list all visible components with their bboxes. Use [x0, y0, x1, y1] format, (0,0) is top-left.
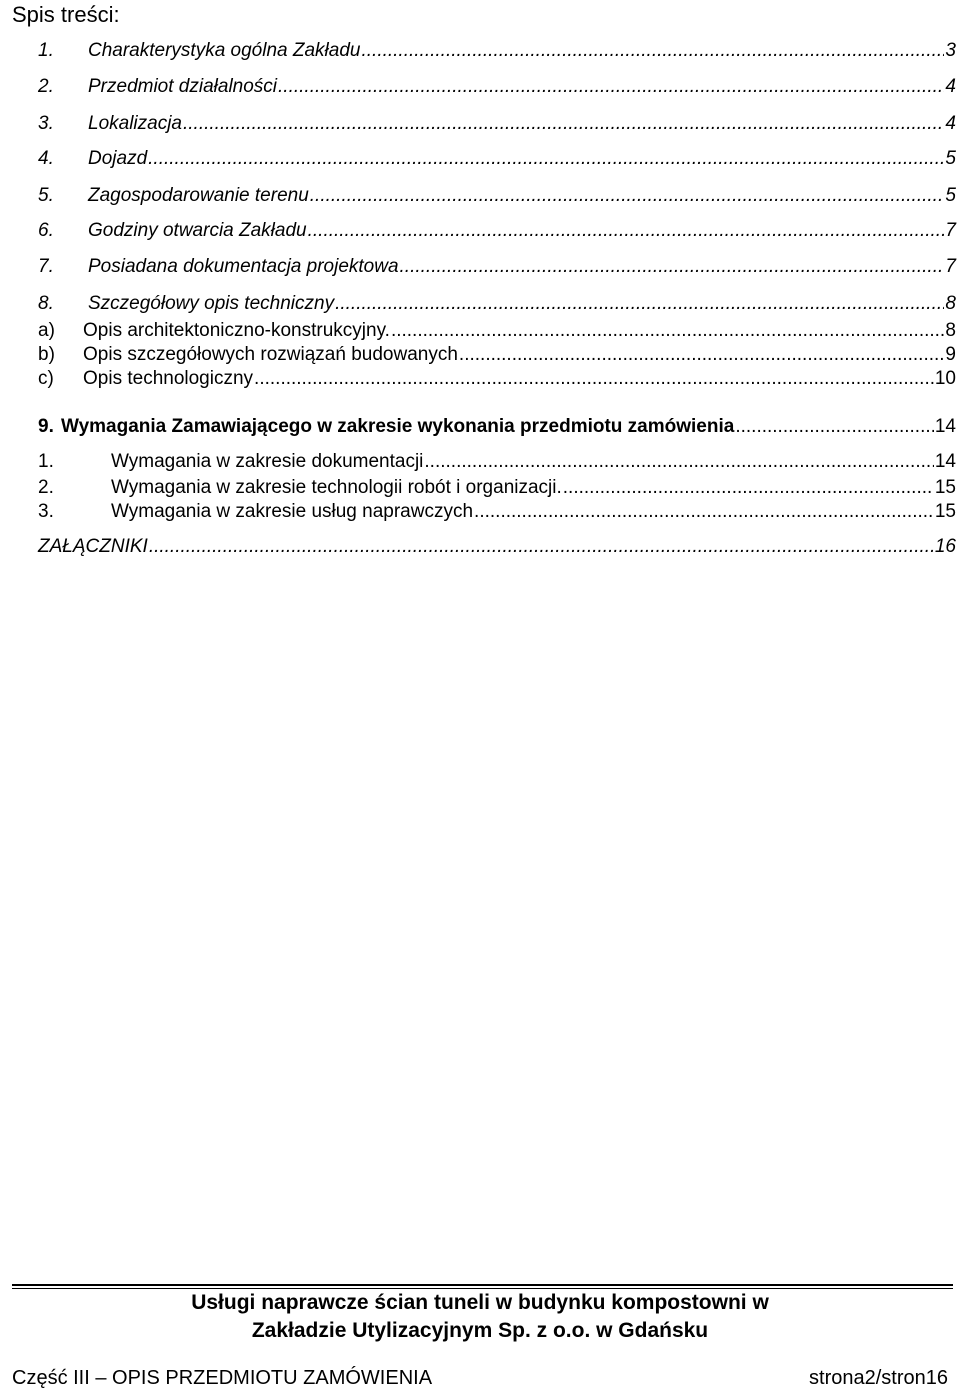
toc-entry-number: c): [38, 368, 54, 389]
dot-leader: [361, 40, 944, 62]
toc-entry-2[interactable]: [38, 76, 956, 98]
toc-entry-number: 8.: [38, 293, 54, 314]
footer-divider: [12, 1284, 953, 1286]
toc-entry-attachments[interactable]: [38, 536, 956, 558]
dot-leader: [563, 477, 934, 499]
toc-entry-5[interactable]: [38, 185, 956, 207]
toc-entry-number: 4.: [38, 148, 54, 169]
toc-entry-9[interactable]: [38, 416, 956, 438]
toc-entry-8[interactable]: [38, 293, 956, 315]
toc-entry-number: 7.: [38, 256, 54, 277]
dot-leader: [308, 220, 945, 242]
dot-leader: [149, 536, 934, 558]
toc-entry-number: 1.: [38, 40, 54, 61]
toc-entry-number: 6.: [38, 220, 54, 241]
dot-leader: [278, 76, 944, 98]
toc-entry-9-2[interactable]: [38, 477, 956, 499]
toc-entry-number: 9.: [38, 416, 54, 437]
toc-entry-page: 4: [945, 76, 956, 97]
dot-leader: [335, 293, 944, 315]
toc-entry-label: Wymagania w zakresie usług naprawczych: [111, 501, 474, 522]
footer-document-part: Część III – OPIS PRZEDMIOTU ZAMÓWIENIA: [12, 1367, 433, 1389]
toc-entry-9-1[interactable]: [38, 451, 956, 473]
toc-entry-label: Wymagania w zakresie technologii robót i organizacji.: [111, 477, 562, 498]
toc-entry-page: 15: [934, 477, 956, 498]
toc-entry-label: Wymagania w zakresie dokumentacji: [111, 451, 424, 472]
toc-entry-label: ZAŁĄCZNIKI: [38, 536, 148, 557]
toc-entry-7[interactable]: [38, 256, 956, 278]
dot-leader: [459, 344, 945, 366]
toc-entry-number: 2.: [38, 76, 54, 97]
toc-entry-label: Szczegółowy opis techniczny: [88, 293, 335, 314]
dot-leader: [400, 256, 945, 278]
dot-leader: [254, 368, 934, 390]
toc-entry-label: Wymagania Zamawiającego w zakresie wykonania przedmiotu zamówienia: [61, 416, 735, 437]
toc-entry-number: 5.: [38, 185, 54, 206]
toc-entry-number: 3.: [38, 501, 54, 522]
toc-entry-page: 3: [945, 40, 956, 61]
toc-entry-page: 8: [945, 320, 956, 341]
footer-title: [0, 1289, 960, 1345]
toc-entry-label: Opis szczegółowych rozwiązań budowanych: [83, 344, 458, 365]
footer-title-line-2: Zakładzie Utylizacyjnym Sp. z o.o. w Gdańsku: [251, 1319, 709, 1342]
toc-entry-8c[interactable]: [38, 368, 956, 390]
toc-entry-label: Posiadana dokumentacja projektowa: [88, 256, 399, 277]
toc-entry-6[interactable]: [38, 220, 956, 242]
table-of-contents: [0, 0, 960, 600]
footer-page-number: strona2/stron16: [809, 1367, 948, 1389]
toc-entry-page: 5: [945, 185, 956, 206]
toc-entry-number: 2.: [38, 477, 54, 498]
toc-entry-page: 9: [945, 344, 956, 365]
toc-entry-3[interactable]: [38, 113, 956, 135]
toc-entry-number: b): [38, 344, 55, 365]
toc-entry-page: 14: [934, 451, 956, 472]
toc-entry-4[interactable]: [38, 148, 956, 170]
toc-entry-label: Dojazd: [88, 148, 148, 169]
dot-leader: [474, 501, 934, 523]
toc-entry-1[interactable]: [38, 40, 956, 62]
toc-entry-page: 4: [945, 113, 956, 134]
dot-leader: [148, 148, 944, 170]
toc-entry-label: Przedmiot działalności: [88, 76, 278, 97]
footer-title-line-1: Usługi naprawcze ścian tuneli w budynku kompostowni w: [191, 1291, 769, 1314]
toc-entry-page: 7: [945, 256, 956, 277]
toc-entry-page: 15: [934, 501, 956, 522]
toc-entry-label: Opis architektoniczno-konstrukcyjny.: [83, 320, 390, 341]
toc-entry-number: 1.: [38, 451, 54, 472]
dot-leader: [735, 416, 934, 438]
toc-entry-label: Lokalizacja: [88, 113, 182, 134]
toc-entry-8b[interactable]: [38, 344, 956, 366]
toc-entry-number: a): [38, 320, 55, 341]
toc-entry-label: Opis technologiczny: [83, 368, 254, 389]
toc-entry-8a[interactable]: [38, 320, 956, 342]
toc-entry-number: 3.: [38, 113, 54, 134]
toc-entry-page: 16: [934, 536, 956, 557]
toc-entry-label: Zagospodarowanie terenu: [88, 185, 309, 206]
toc-entry-9-3[interactable]: [38, 501, 956, 523]
toc-entry-label: Charakterystyka ogólna Zakładu: [88, 40, 361, 61]
toc-entry-page: 10: [934, 368, 956, 389]
dot-leader: [183, 113, 944, 135]
dot-leader: [391, 320, 944, 342]
toc-entry-page: 14: [934, 416, 956, 437]
toc-entry-label: Godziny otwarcia Zakładu: [88, 220, 307, 241]
toc-entry-page: 8: [945, 293, 956, 314]
toc-entry-page: 5: [945, 148, 956, 169]
toc-heading: Spis treści:: [12, 2, 120, 27]
toc-entry-page: 7: [945, 220, 956, 241]
dot-leader: [310, 185, 945, 207]
dot-leader: [424, 451, 933, 473]
